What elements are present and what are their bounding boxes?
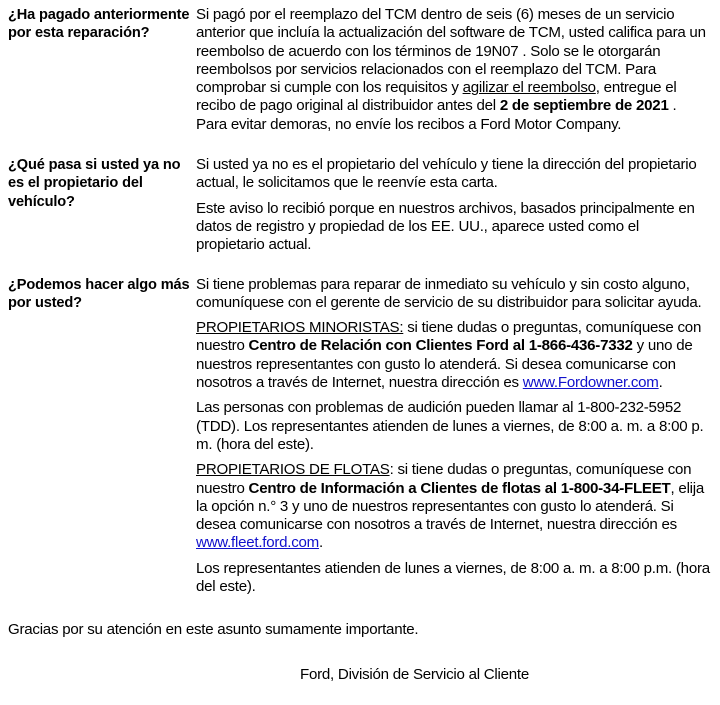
question-label-prior-payment: ¿Ha pagado anteriormente por esta reparación? [8, 7, 190, 42]
text-run: . Para evitar demoras, no envíe los recibos a Ford Motor Company. [196, 97, 677, 133]
text-run: Las personas con problemas de audición pueden llamar al 1-800-232-5952 (TDD). Los representantes atienden de lunes a viernes, de 8:00 a. m. a 8:00 p. m. (hora del este). [196, 399, 704, 453]
answer-body-prior-payment [196, 6, 710, 134]
text-run: Si usted ya no es el propietario del vehículo y tiene la dirección del propietario actual, le solicitamos que le reenvíe esta carta. [196, 156, 697, 192]
text-run: Si pagó por el reemplazo del TCM dentro de seis (6) meses de un servicio anterior que incluía la actualización del software de TCM, usted califica para un reembolso de acuerdo con los términos de 19N07 . Solo se le otorgarán reembolsos por servicios relacionados con el reemplazo del TCM. Para comprobar si cumple con los requisitos y [196, 6, 706, 97]
text-run: . [658, 374, 663, 392]
section-spacer [8, 255, 710, 276]
paragraph [196, 6, 710, 134]
bold-fleet-information-center: Centro de Información a Clientes de flotas al 1-800-34-FLEET [248, 479, 671, 497]
text-run: Si tiene problemas para reparar de inmediato su vehículo y sin costo alguno, comuníquese con el gerente de servicio de su distribuidor para solicitar ayuda. [196, 275, 702, 311]
qa-section-no-longer-owner [8, 156, 710, 254]
qa-section-prior-payment [8, 6, 710, 134]
section-spacer [8, 134, 710, 156]
text-run: si tiene dudas o preguntas, comuníquese con nuestro [196, 319, 702, 355]
text-run: Los representantes atienden de lunes a viernes, de 8:00 a. m. a 8:00 p.m. (hora del este). [196, 559, 710, 596]
signature-line: Ford, División de Servicio al Cliente [300, 665, 529, 683]
question-label-anything-else: ¿Podemos hacer algo más por usted? [8, 276, 190, 311]
text-run: Este aviso lo recibió porque en nuestros archivos, basados principalmente en datos de registro y propiedad de los EE. UU., aparece usted como el propietario actual. [196, 199, 695, 254]
paragraph-tdd [196, 399, 710, 454]
link-fleet-ford[interactable]: www.fleet.ford.com [196, 534, 320, 552]
answer-body-no-longer-owner [196, 156, 710, 254]
paragraph-retail-owners [196, 319, 710, 392]
heading-propietarios-minoristas: PROPIETARIOS MINORISTAS: [196, 319, 404, 337]
paragraph [196, 276, 710, 313]
heading-propietarios-de-flotas: PROPIETARIOS DE FLOTAS [196, 461, 390, 479]
bold-customer-relationship-center: Centro de Relación con Clientes Ford al 1-866-436-7332 [248, 337, 633, 355]
section-spacer [8, 596, 710, 621]
closing-line: Gracias por su atención en este asunto sumamente importante. [8, 621, 419, 639]
paragraph [196, 200, 710, 255]
paragraph [196, 156, 710, 193]
underlined-phrase-agilizar: agilizar el reembolso [462, 79, 596, 97]
question-label-no-longer-owner: ¿Qué pasa si usted ya no es el propietario del vehículo? [8, 157, 181, 210]
text-run: : si tiene dudas o preguntas, comuníquese con nuestro [196, 461, 692, 497]
text-run: . [319, 534, 323, 552]
text-run: , entregue el recibo de pago original al distribuidor antes del [196, 79, 677, 115]
bold-deadline-date: 2 de septiembre de 2021 [499, 97, 669, 115]
answer-body-anything-else [196, 276, 710, 597]
paragraph-fleet-hours [196, 560, 710, 597]
paragraph-fleet-owners [196, 461, 710, 552]
link-fordowner[interactable]: www.Fordowner.com [522, 374, 659, 392]
text-run: , elija la opción n.° 3 y uno de nuestros representantes con gusto lo atenderá. Si desea comunicarse con nosotros a través de Internet, nuestra dirección es [196, 479, 705, 534]
qa-section-anything-else [8, 276, 710, 597]
text-run: y uno de nuestros representantes con gusto lo atenderá. Si desea comunicarse con nosotros a través de Internet, nuestra dirección es [196, 337, 693, 392]
signature-spacer [8, 640, 710, 666]
